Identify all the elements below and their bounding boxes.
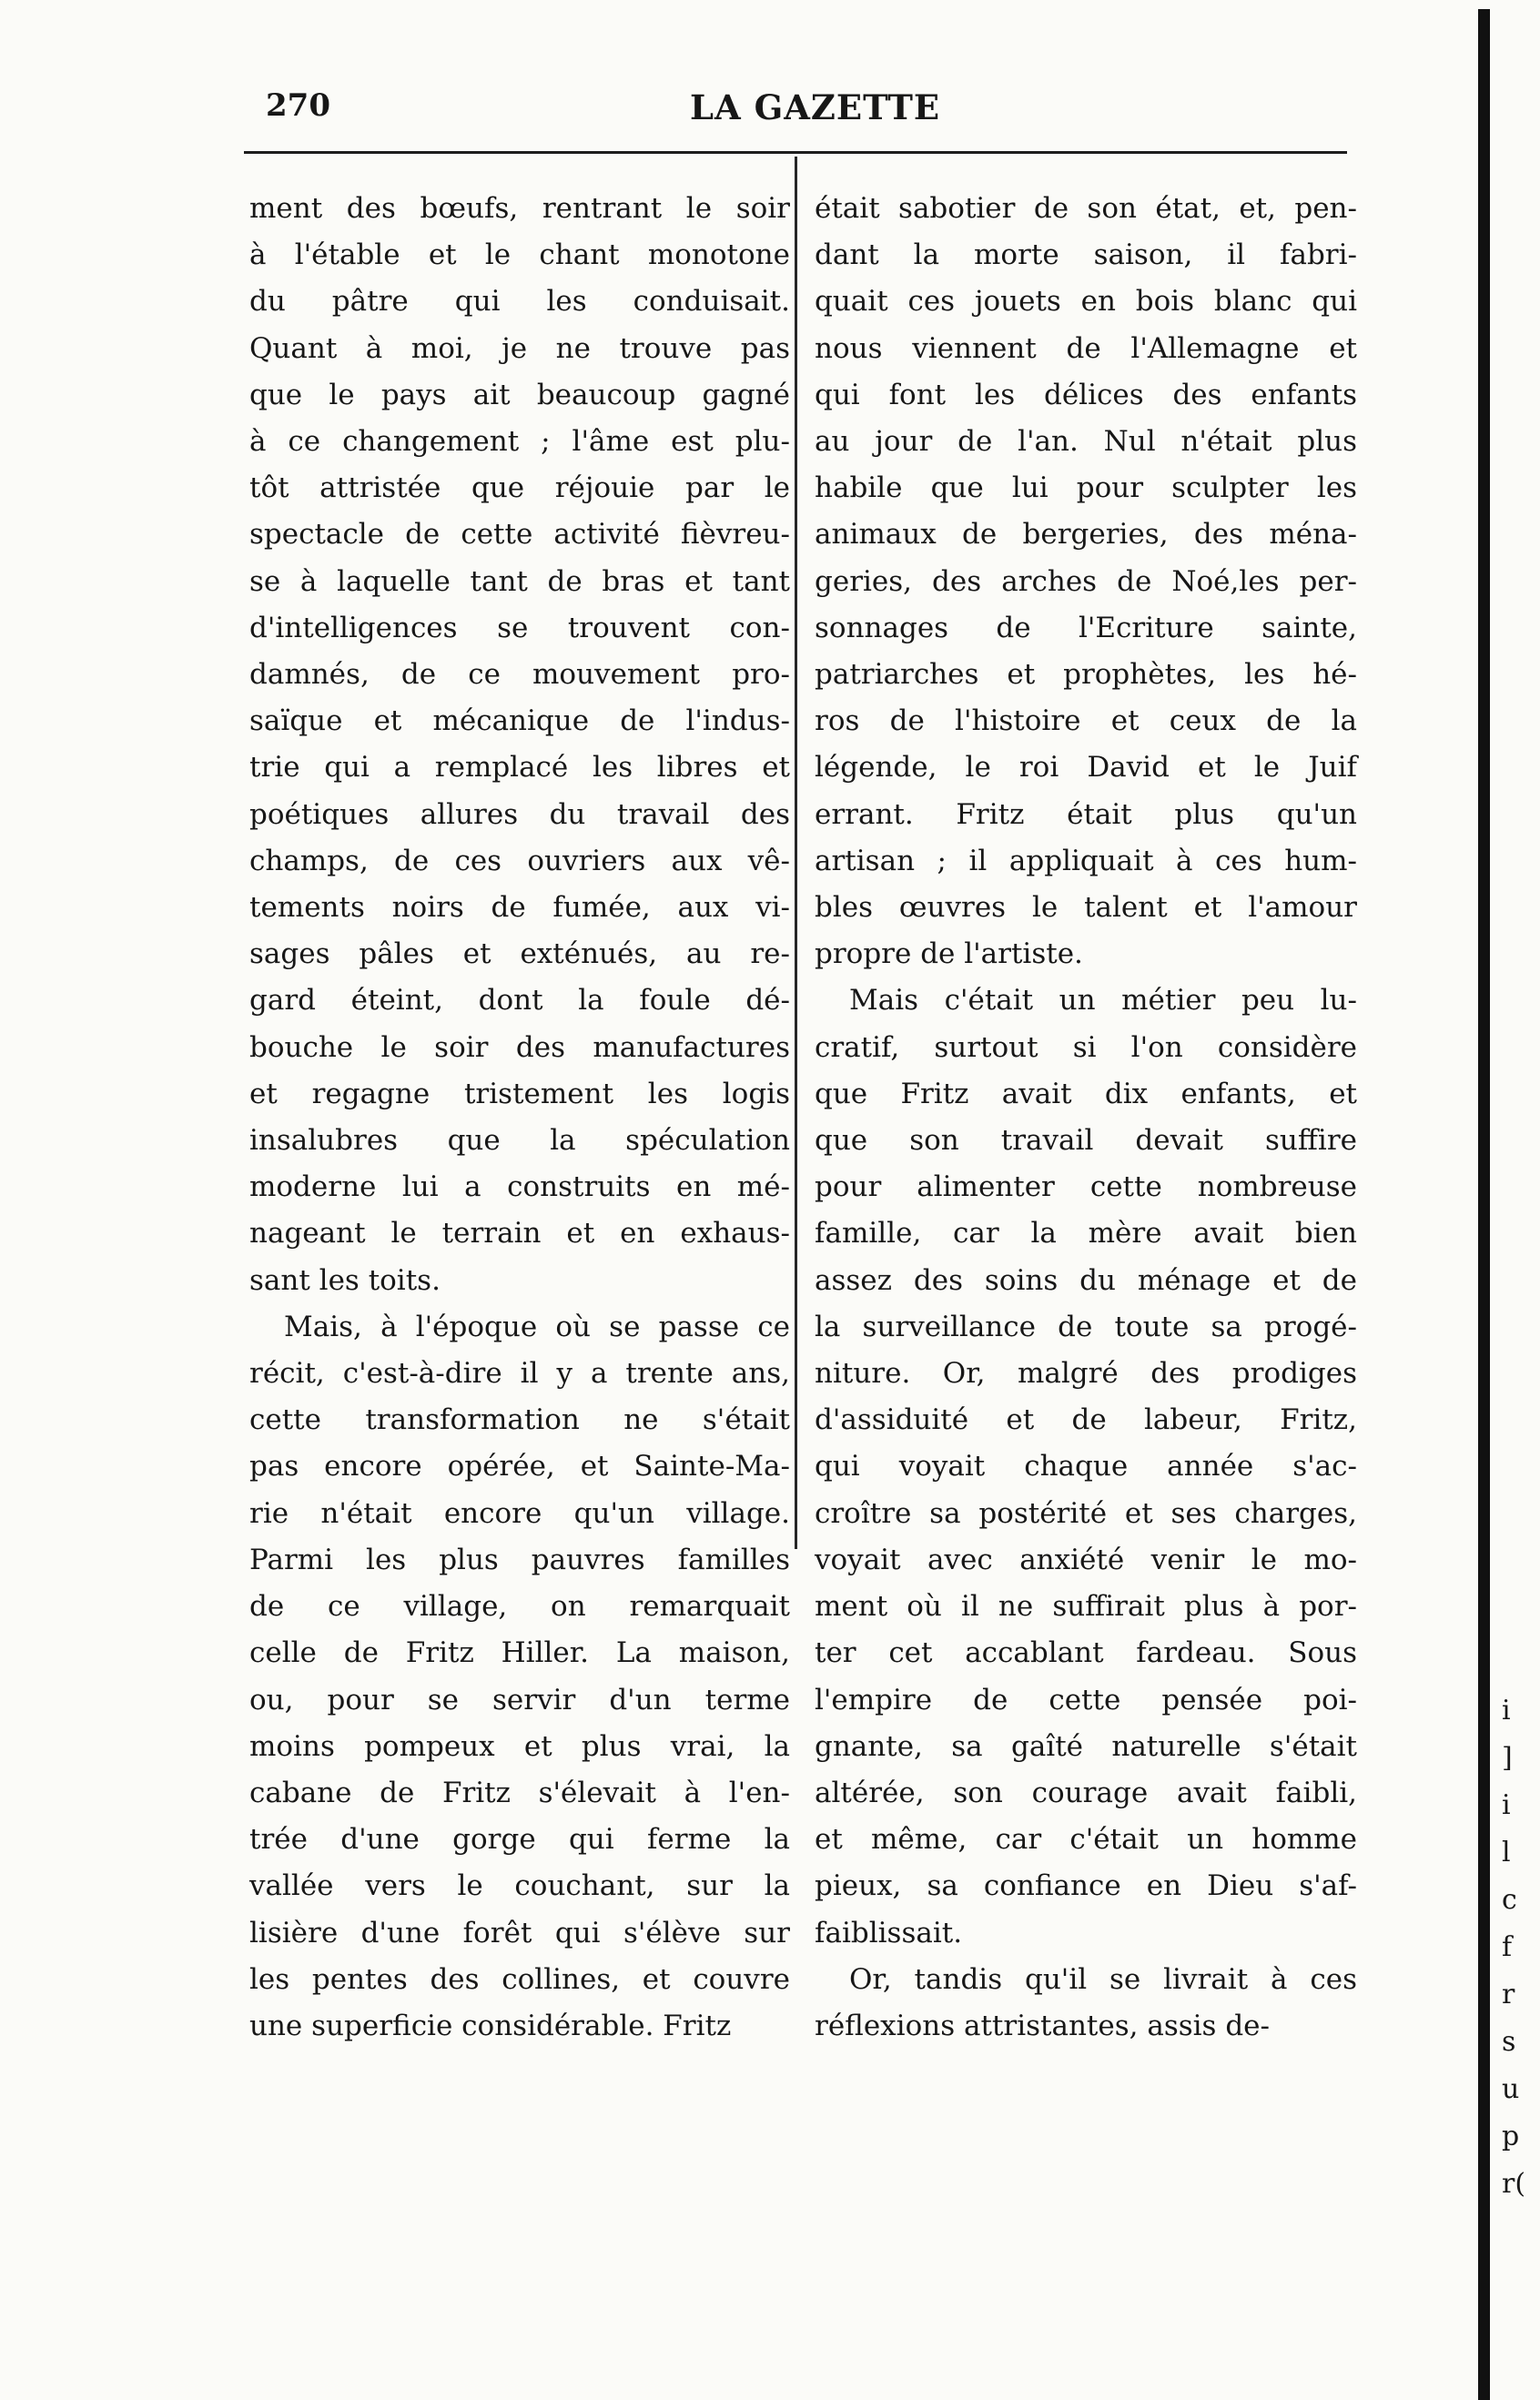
text-line: d'intelligences se trouvent con- [249,611,790,644]
text-line: sant les toits. [249,1263,441,1297]
text-line: de ce village, on remarquait [249,1590,790,1624]
text-line: celle de Fritz Hiller. La maison, [249,1636,790,1670]
text-line: damnés, de ce mouvement pro- [249,658,790,692]
text-line: patriarches et prophètes, les hé- [815,658,1357,692]
text-line: trée d'une gorge qui ferme la [249,1823,790,1857]
text-line: cratif, surtout si l'on considère [815,1030,1357,1064]
text-line: tôt attristée que réjouie par le [249,471,790,505]
text-line: ter cet accablant fardeau. Sous [815,1636,1357,1670]
text-line: nageant le terrain et en exhaus- [249,1217,790,1251]
margin-fragment: ] [1502,1742,1513,1774]
text-line: récit, c'est-à-dire il y a trente ans, [249,1357,790,1391]
page-number: 270 [266,87,330,124]
column-divider [795,157,797,1549]
text-line: ou, pour se servir d'un terme [249,1683,790,1716]
text-line: saïque et mécanique de l'indus- [249,704,790,738]
text-line: spectacle de cette activité fièvreu- [249,518,790,552]
text-line: assez des soins du ménage et de [815,1263,1357,1297]
margin-fragment: r [1502,1979,1515,2010]
text-line: moderne lui a construits en mé- [249,1170,790,1204]
text-line: artisan ; il appliquait à ces hum- [815,844,1357,877]
text-line: pas encore opérée, et Sainte-Ma- [249,1450,790,1484]
text-line: et regagne tristement les logis [249,1077,790,1110]
text-line: niture. Or, malgré des prodiges [815,1357,1357,1391]
text-line: du pâtre qui les conduisait. [249,285,790,319]
text-line: poétiques allures du travail des [249,797,790,831]
text-line: trie qui a remplacé les libres et [249,751,790,785]
margin-fragment: c [1502,1884,1517,1916]
text-line: légende, le roi David et le Juif [815,751,1357,785]
text-line: dant la morte saison, il fabri- [815,238,1357,272]
text-line: croître sa postérité et ses charges, [815,1496,1357,1530]
running-title: LA GAZETTE [690,87,941,127]
text-line: au jour de l'an. Nul n'était plus [815,425,1357,459]
text-line: habile que lui pour sculpter les [815,471,1357,505]
text-line: et même, car c'était un homme [815,1823,1357,1857]
text-line: que le pays ait beaucoup gagné [249,378,790,411]
text-line: nous viennent de l'Allemagne et [815,331,1357,365]
text-line: pour alimenter cette nombreuse [815,1170,1357,1204]
text-line: Or, tandis qu'il se livrait à ces [849,1962,1357,1996]
text-line: animaux de bergeries, des ména- [815,518,1357,552]
text-line: cabane de Fritz s'élevait à l'en- [249,1776,790,1809]
text-line: sonnages de l'Ecriture sainte, [815,611,1357,644]
text-line: bles œuvres le talent et l'amour [815,891,1357,925]
text-line: vallée vers le couchant, sur la [249,1869,790,1903]
text-line: ment des bœufs, rentrant le soir [249,192,790,225]
text-line: quait ces jouets en bois blanc qui [815,285,1357,319]
text-line: errant. Fritz était plus qu'un [815,797,1357,831]
text-line: réflexions attristantes, assis de- [815,2009,1270,2042]
left-column [249,186,790,2050]
margin-fragment: i [1502,1695,1511,1727]
text-line: rie n'était encore qu'un village. [249,1496,790,1530]
text-line: d'assiduité et de labeur, Fritz, [815,1403,1357,1437]
text-line: qui font les délices des enfants [815,378,1357,411]
text-line: champs, de ces ouvriers aux vê- [249,844,790,877]
text-line: cette transformation ne s'était [249,1403,790,1437]
margin-fragment: r( [1502,2168,1526,2200]
text-line: Mais, à l'époque où se passe ce [284,1310,790,1343]
header-rule [244,151,1347,154]
text-line: était sabotier de son état, et, pen- [815,192,1357,225]
margin-fragment: p [1502,2121,1520,2152]
text-line: se à laquelle tant de bras et tant [249,564,790,598]
margin-fragment: u [1502,2073,1520,2105]
text-line: altérée, son courage avait faibli, [815,1776,1357,1809]
text-line: Quant à moi, je ne trouve pas [249,331,790,365]
right-column [815,186,1357,2050]
text-line: ros de l'histoire et ceux de la [815,704,1357,738]
text-line: ment où il ne suffirait plus à por- [815,1590,1357,1624]
text-line: bouche le soir des manufactures [249,1030,790,1064]
text-line: lisière d'une forêt qui s'élève sur [249,1916,790,1949]
text-line: propre de l'artiste. [815,937,1083,971]
text-line: tements noirs de fumée, aux vi- [249,891,790,925]
text-line: insalubres que la spéculation [249,1124,790,1158]
text-line: à l'étable et le chant monotone [249,238,790,272]
text-line: famille, car la mère avait bien [815,1217,1357,1251]
text-line: gard éteint, dont la foule dé- [249,984,790,1018]
text-line: pieux, sa confiance en Dieu s'af- [815,1869,1357,1903]
text-line: faiblissait. [815,1916,963,1949]
adjacent-page-fragments [1502,1687,1540,2208]
text-line: que son travail devait suffire [815,1124,1357,1158]
text-line: une superficie considérable. Fritz [249,2009,732,2042]
margin-fragment: s [1502,2026,1516,2058]
text-line: sages pâles et exténués, au re- [249,937,790,971]
text-line: gnante, sa gaîté naturelle s'était [815,1729,1357,1763]
text-line: Parmi les plus pauvres familles [249,1543,790,1576]
margin-fragment: i [1502,1789,1511,1821]
text-line: moins pompeux et plus vrai, la [249,1729,790,1763]
page-edge-bar [1478,9,1490,2400]
margin-fragment: l [1502,1837,1511,1868]
text-line: que Fritz avait dix enfants, et [815,1077,1357,1110]
text-line: l'empire de cette pensée poi- [815,1683,1357,1716]
text-line: qui voyait chaque année s'ac- [815,1450,1357,1484]
text-line: à ce changement ; l'âme est plu- [249,425,790,459]
text-line: voyait avec anxiété venir le mo- [815,1543,1357,1576]
text-line: les pentes des collines, et couvre [249,1962,790,1996]
text-line: Mais c'était un métier peu lu- [849,984,1357,1018]
text-line: la surveillance de toute sa progé- [815,1310,1357,1343]
margin-fragment: f [1502,1931,1513,1963]
text-line: geries, des arches de Noé,les per- [815,564,1357,598]
